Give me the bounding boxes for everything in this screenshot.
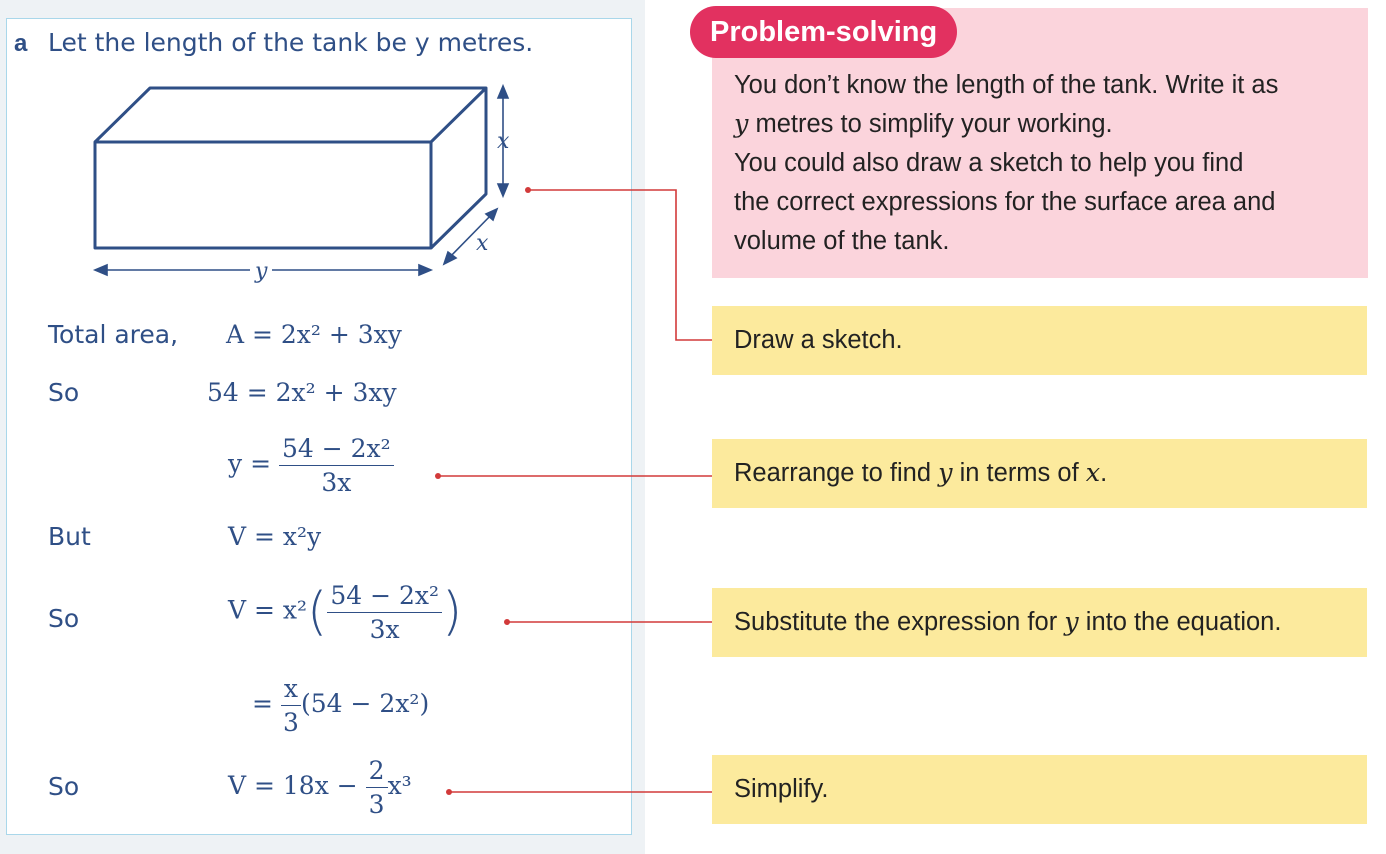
height-label: x xyxy=(497,129,510,154)
two-thirds-denominator: 3 xyxy=(368,790,385,819)
ps-line-4: the correct expressions for the surface area and xyxy=(734,188,1276,216)
volume-sub-numerator: 54 − 2x² xyxy=(327,583,442,613)
total-area-label: Total area, xyxy=(48,320,179,349)
final-tail: x³ xyxy=(387,771,412,800)
connector-sketch xyxy=(528,190,712,340)
intro-text: Let the length of the tank be y metres. xyxy=(48,28,534,57)
ps-line-1: You don’t know the length of the tank. Write it as xyxy=(734,71,1279,99)
x-over-3-denominator: 3 xyxy=(283,708,299,737)
but-label: But xyxy=(48,522,91,551)
y-lhs: y = xyxy=(228,449,272,478)
volume-substituted-equation: V = x²( $\frac{\text{54 − 2x²}}{3x}$ ) xyxy=(228,580,463,644)
depth-label: x xyxy=(476,231,489,256)
connector-dot-simplify xyxy=(446,789,452,795)
x-over-3-numerator: x xyxy=(281,676,301,706)
note-rearrange-text: Rearrange to find y in terms of x. xyxy=(734,458,1108,488)
equals-sign: = xyxy=(252,689,273,718)
so-label-3: So xyxy=(48,772,80,801)
connector-dot-rearrange xyxy=(435,473,441,479)
note-simplify-text: Simplify. xyxy=(734,775,829,803)
volume-equation: V = x²y xyxy=(228,522,322,551)
so-label-1: So xyxy=(48,378,80,407)
volume-sub-lhs: V = x² xyxy=(228,595,308,625)
note-substitute-text: Substitute the expression for y into the equation. xyxy=(734,607,1282,637)
note-draw-sketch-text: Draw a sketch. xyxy=(734,326,903,354)
ps-line-5: volume of the tank. xyxy=(734,227,950,255)
total-area-equation: A = 2x² + 3xy xyxy=(226,320,402,349)
ps-line-2: y metres to simplify your working. xyxy=(734,109,1113,139)
final-lhs: V = 18x − xyxy=(228,771,358,800)
volume-sub-denominator: 3x xyxy=(369,614,400,644)
part-label: a xyxy=(14,30,28,57)
x-over-3-tail: (54 − 2x²) xyxy=(301,689,430,718)
y-denominator: 3x xyxy=(321,468,352,497)
problem-solving-tag: Problem-solving xyxy=(690,6,957,58)
two-thirds-numerator: 2 xyxy=(366,758,388,788)
so-label-2: So xyxy=(48,604,80,633)
y-numerator: 54 − 2x² xyxy=(279,436,394,466)
connector-dot-substitute xyxy=(504,619,510,625)
connector-dot-sketch xyxy=(525,187,531,193)
ps-line-3: You could also draw a sketch to help you find xyxy=(734,149,1244,177)
substituted-area-equation: 54 = 2x² + 3xy xyxy=(207,378,397,407)
length-label: y xyxy=(255,259,268,284)
